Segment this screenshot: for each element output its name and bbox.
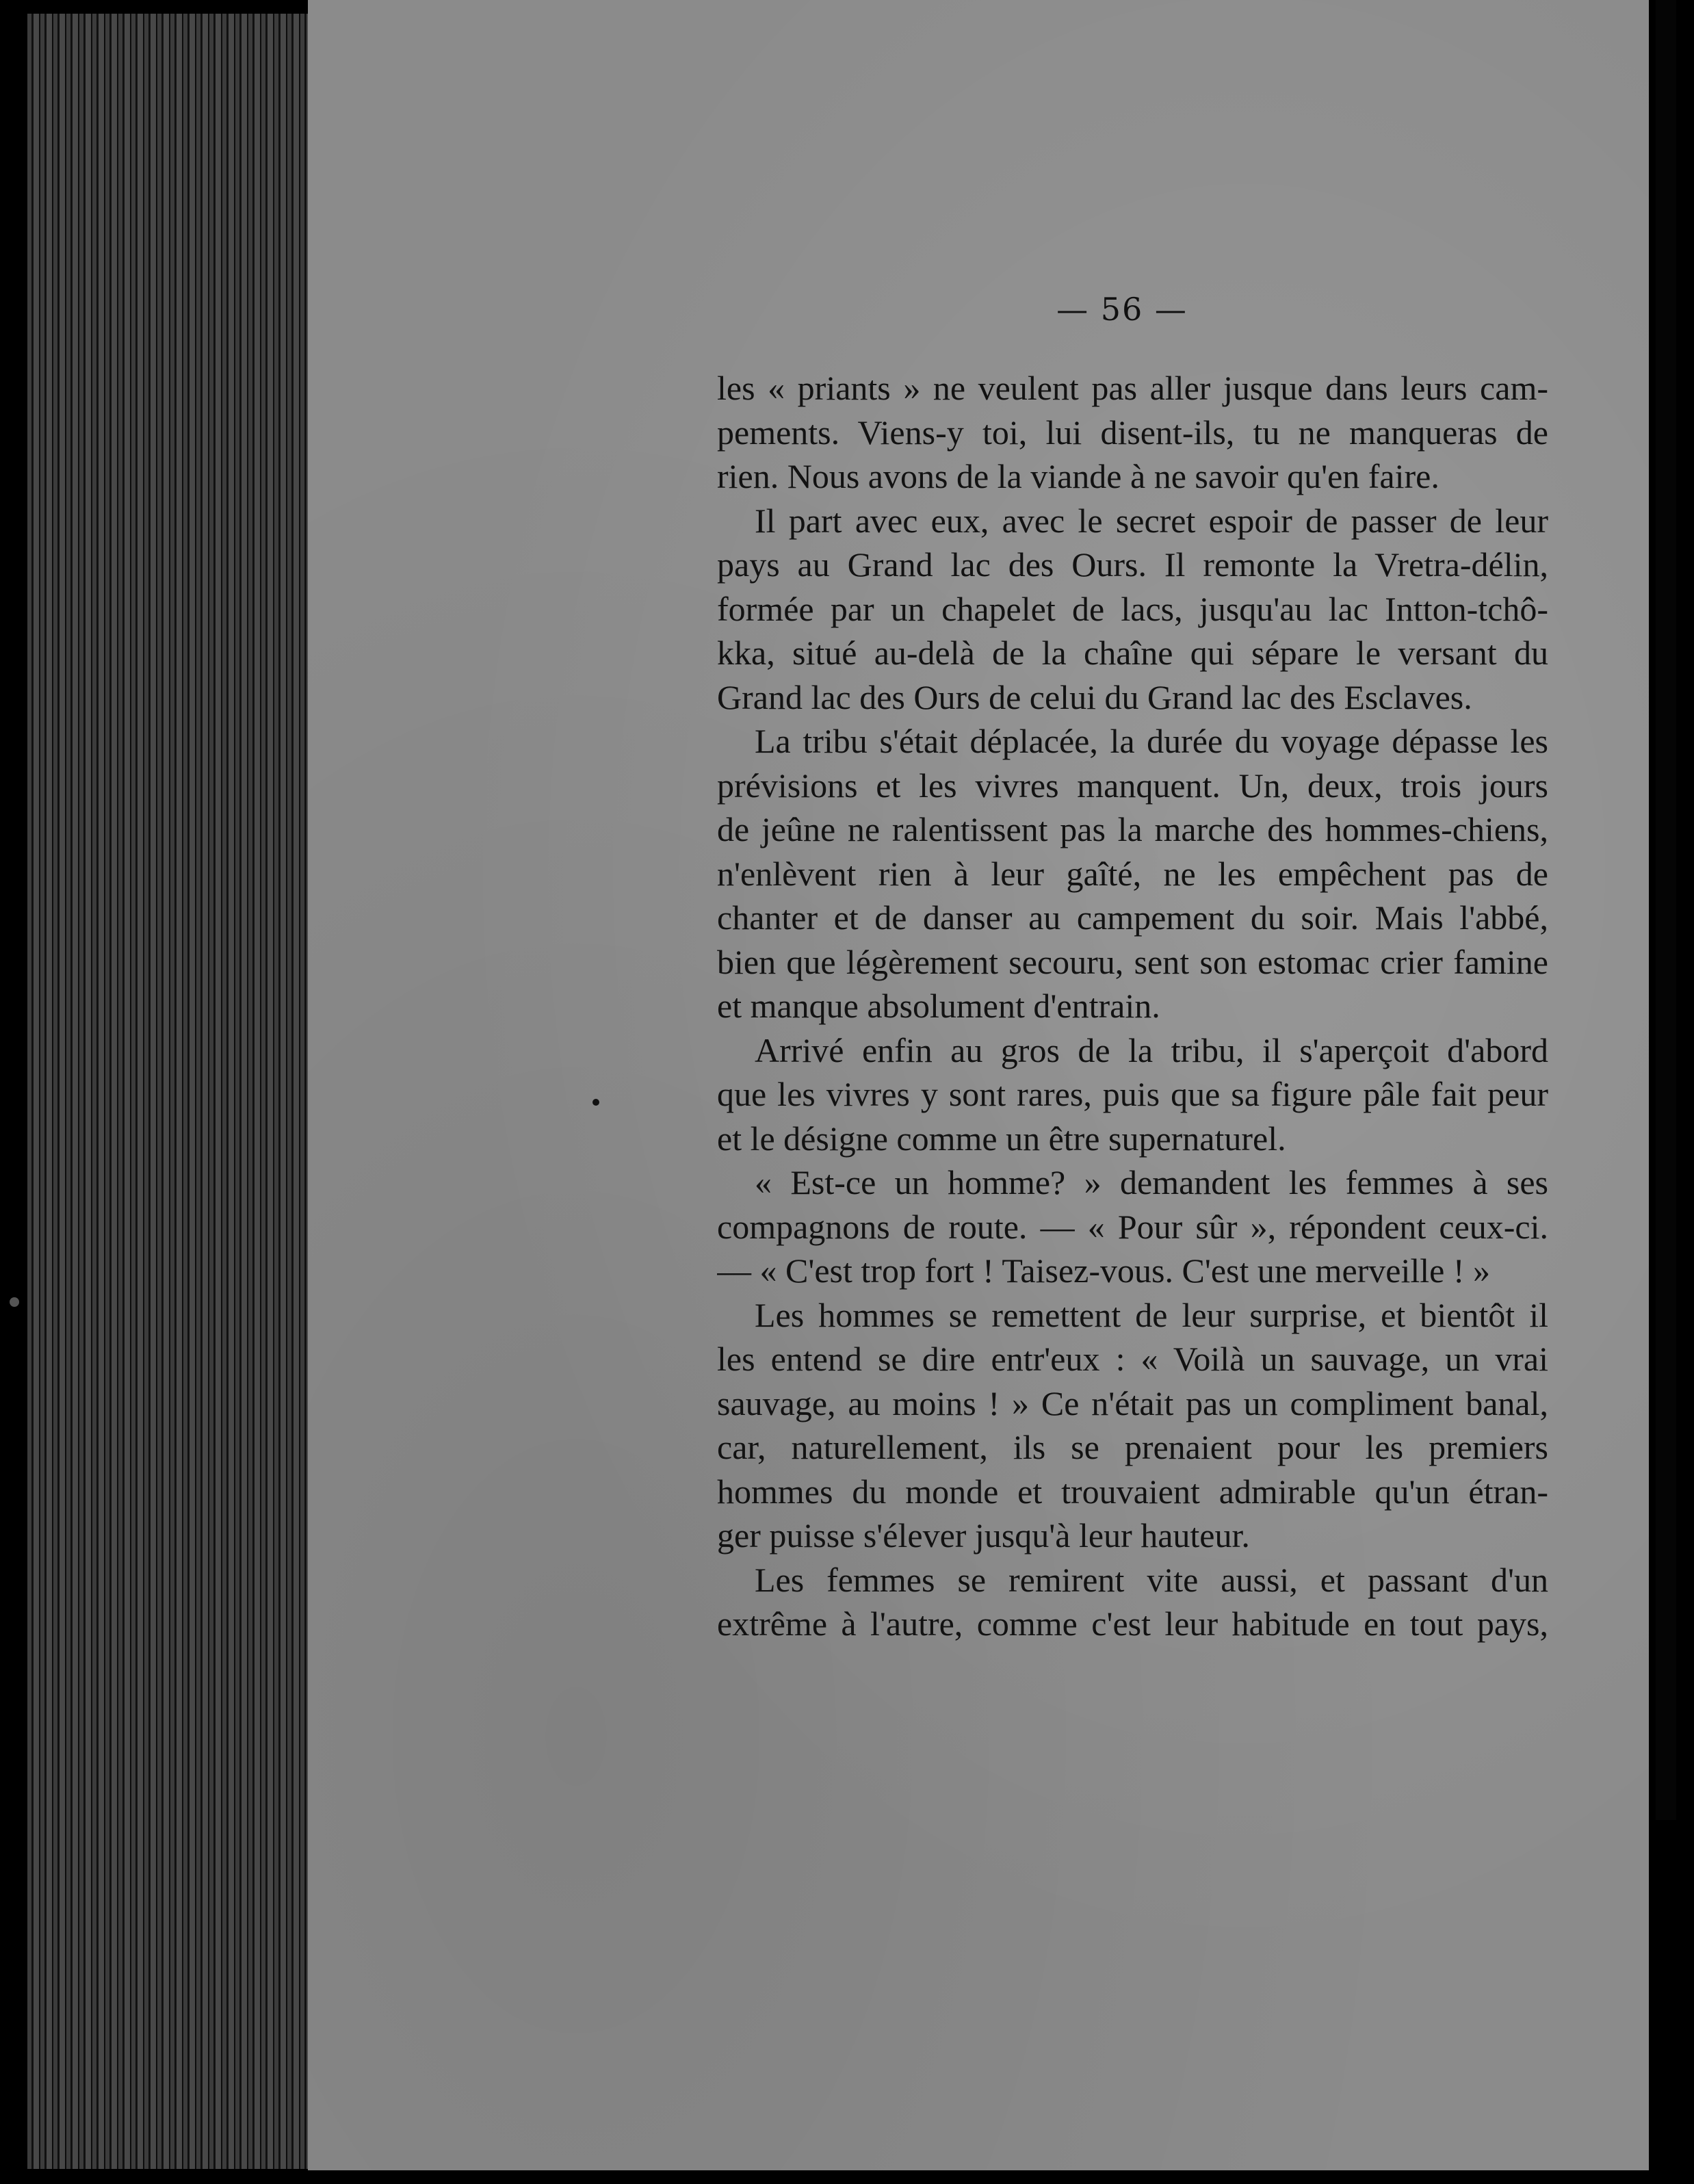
text-line: ger puisse s'élever jusqu'à leur hauteur. — [717, 1516, 1250, 1555]
text-line: Arrivé enfin au gros de la tribu, il s'aperçoit d'abord — [755, 1030, 1548, 1069]
text-line: rien. Nous avons de la viande à ne savoir qu'en faire. — [717, 457, 1439, 495]
stacked-page-edges — [27, 14, 315, 2169]
ink-speck — [592, 1099, 599, 1106]
text-line: que les vivres y sont rares, puis que sa figure pâle fait peur — [717, 1075, 1548, 1113]
text-line: compagnons de route. — « Pour sûr », répondent ceux-ci. — [717, 1207, 1548, 1246]
text-line: chanter et de danser au campement du soir. Mais l'abbé, — [717, 898, 1548, 937]
text-line: n'enlèvent rien à leur gaîté, ne les empêchent pas de — [717, 854, 1548, 893]
text-line: extrême à l'autre, comme c'est leur habitude en tout pays, — [717, 1604, 1548, 1643]
text-line: Grand lac des Ours de celui du Grand lac des Esclaves. — [717, 677, 1472, 716]
text-line: La tribu s'était déplacée, la durée du voyage dépasse les — [755, 722, 1548, 760]
text-line: les entend se dire entr'eux : « Voilà un sauvage, un vrai — [717, 1340, 1548, 1378]
binding-shadow — [1656, 0, 1676, 1820]
text-line: Les femmes se remirent vite aussi, et passant d'un — [755, 1560, 1548, 1599]
text-line: pays au Grand lac des Ours. Il remonte la Vretra-délin, — [717, 545, 1548, 584]
text-line: car, naturellement, ils se prenaient pour les premiers — [717, 1428, 1548, 1466]
text-line: formée par un chapelet de lacs, jusqu'au lac Intton-tchô- — [717, 589, 1548, 628]
text-line: et le désigne comme un être supernaturel. — [717, 1119, 1286, 1158]
text-line: prévisions et les vivres manquent. Un, deux, trois jours — [717, 766, 1548, 805]
text-line: hommes du monde et trouvaient admirable qu'un étran- — [717, 1472, 1548, 1511]
text-line: les « priants » ne veulent pas aller jusque dans leurs cam- — [717, 369, 1548, 407]
text-line: Il part avec eux, avec le secret espoir de passer de leur — [755, 501, 1548, 540]
page-number: — 56 — — [1056, 291, 1188, 328]
text-line: kka, situé au-delà de la chaîne qui sépare le versant du — [717, 634, 1548, 672]
text-line: bien que légèrement secouru, sent son estomac crier famine — [717, 942, 1548, 981]
text-line: de jeûne ne ralentissent pas la marche des hommes-chiens, — [717, 810, 1548, 848]
body-text — [717, 366, 1548, 1646]
text-line: Les hommes se remettent de leur surprise, et bientôt il — [755, 1295, 1548, 1334]
text-line: et manque absolument d'entrain. — [717, 987, 1160, 1025]
text-line: pements. Viens-y toi, lui disent-ils, tu ne manqueras de — [717, 413, 1548, 452]
text-line: — « C'est trop fort ! Taisez-vous. C'est une merveille ! » — [717, 1251, 1491, 1290]
ink-speck — [10, 1297, 19, 1307]
text-line: « Est-ce un homme? » demandent les femmes à ses — [755, 1163, 1548, 1201]
text-line: sauvage, au moins ! » Ce n'était pas un compliment banal, — [717, 1383, 1548, 1422]
